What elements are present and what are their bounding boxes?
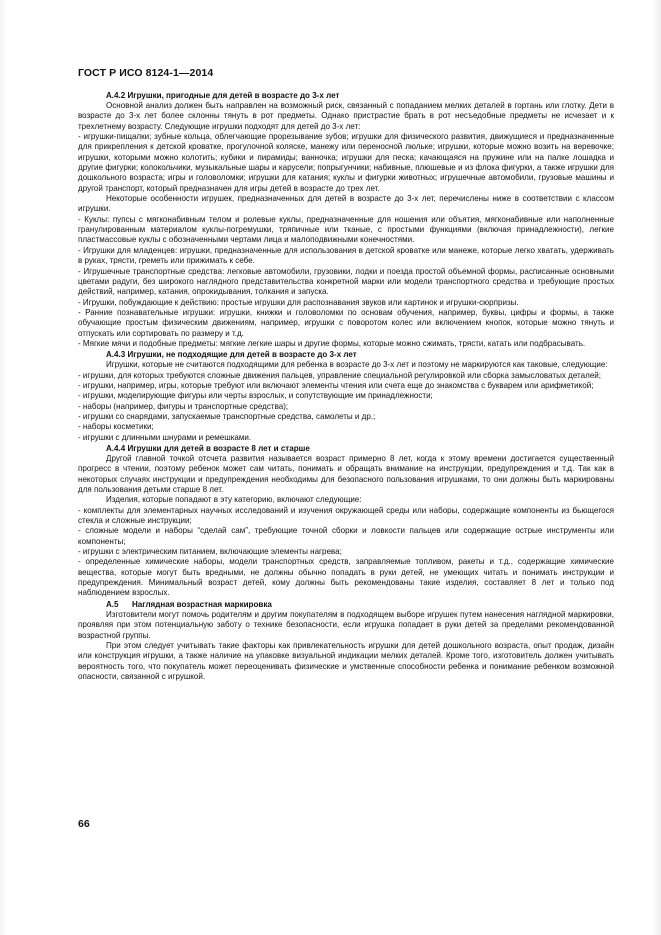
body-paragraph: При этом следует учитывать такие факторы как привлекательность игрушки для детей дошкольного возраста, опыт продаж, дизайн или конструкция игрушки, а также наличие на упаковке визуальной индикации мелких деталей. Кроме того, изготовитель должен учитывать вероятность того, что покупатель может переоценивать физические и умственные способности ребенка и понимание ребенком возможной опасности, связанной с игрушкой. <box>78 640 614 681</box>
section-heading <box>78 90 614 101</box>
section-number: А.5 <box>106 599 119 609</box>
document-body <box>78 90 614 682</box>
body-paragraph: Игрушки, которые не считаются подходящими для ребенка в возрасте до 3-х лет и поэтому не маркируются как таковые, следующие: <box>106 360 608 370</box>
list-item: - комплекты для элементарных научных исследований и изучения окружающей среды или наборы, содержащие компоненты из бьющегося стекла и сложные инструкции; <box>78 505 614 526</box>
list-item: - игрушки, для которых требуются сложные движения пальцев, управление специальной регулировкой или сборка замысловатых деталей; <box>78 370 602 380</box>
list-item: - игрушки-пищалки; зубные кольца, облегчающие прорезывание зубов; игрушки для физического развития, движущиеся и предназначенные для прикрепления к детской кроватке, прогулочной коляске, манежу или переносной люльке; игрушки, которые можно возить на веревочке; игрушки, которыми можно колотить; кубики и пирамиды; ванночка; игрушки для песка; качающаяся на пружине или на палке лошадка и другие фигурки; колокольчики, музыкальные шары и карусели; попрыгунчики; набивные, плюшевые и из флока фигурки, а также игрушки для дошкольного возраста; игры и головоломки; игрушки для катания; куклы и фигурки животных; игрушечные автомобили, грузовые машины и другой транспорт, который предназначен для игры детей в возрасте до трех лет. <box>78 132 614 193</box>
section-heading <box>78 443 614 454</box>
list-item: - Мягкие мячи и подобные предметы: мягкие легкие шары и другие формы, которые можно сжимать, трясти, катать или подбрасывать. <box>78 338 586 348</box>
section-title: Наглядная возрастная маркировка <box>132 599 272 609</box>
list-item: - Игрушки, побуждающие к действию: простые игрушки для распознавания звуков или картинок и игрушки-сюрпризы. <box>78 297 519 307</box>
list-item: - сложные модели и наборы “сделай сам”, требующие точной сборки и ловкости пальцев или содержащие острые инструменты или компоненты; <box>78 526 614 546</box>
list-item: - игрушки, моделирующие фигуры или черты взрослых, и сопутствующие им принадлежности; <box>78 391 433 401</box>
page-number: 66 <box>78 818 90 830</box>
body-paragraph: Некоторые особенности игрушек, предназначенных для детей в возрасте до 3-х лет, перечислены ниже в соответствии с классом игрушки. <box>78 194 614 214</box>
section-heading <box>78 599 614 610</box>
list-item: - наборы (например, фигуры и транспортные средства); <box>78 401 289 411</box>
body-paragraph: Другой главной точкой отсчета развития называется возраст примерно 8 лет, когда к этому времени достигается существенный прогресс в чтении, поэтому ребенок может сам читать, понимать и обращать внимание на инструкции, предупреждения и т.д. Так как в некоторых случаях инструкции и предупреждения необходимы для безопасного пользования игрушками, то они должны быть маркированы для пользования детьми старше 8 лет. <box>78 454 614 495</box>
list-item: - игрушки с электрическим питанием, включающие элементы нагрева; <box>78 547 342 557</box>
list-item: - определенные химические наборы, модели транспортных средств, заправляемые топливом, ракеты и т.д., содержащие химические вещества, которые могут быть вредными, не должны обычно попадать в руки детей, не умеющих читать и понимать инструкции и предупреждения. Минимальный возраст детей, кому должны быть рекомендованы такие изделия, составляет 8 лет и только под наблюдением взрослых. <box>78 557 614 598</box>
body-paragraph: Изделия, которые попадают в эту категорию, включают следующие: <box>106 495 362 505</box>
list-item: - игрушки со снарядами, запускаемые транспортные средства, самолеты и др.; <box>78 411 376 421</box>
section-heading <box>78 349 614 360</box>
body-paragraph: Изготовители могут помочь родителям и другим покупателям в подходящем выборе игрушек путем нанесения наглядной маркировки, проявляя при этом потенциальную заботу о технике безопасности, если игрушка попадает в руки детей за пределами рекомендованной возрастной группы. <box>78 609 614 640</box>
section-title: А.4.4 Игрушки для детей в возрасте 8 лет и старше <box>106 444 310 453</box>
section-title: А.4.2 Игрушки, пригодные для детей в возрасте до 3-х лет <box>106 91 340 100</box>
list-item: - Игрушечные транспортные средства: легковые автомобили, грузовики, лодки и поезда простой объемной формы, расписанные основными цветами радуги, без широкого наглядного представительства конкретной марки или модели транспортного средства и требующие простых действий, например, катания, опрокидывания, толкания и запуска. <box>78 266 614 297</box>
body-paragraph: Основной анализ должен быть направлен на возможный риск, связанный с попаданием мелких деталей в гортань или глотку. Дети в возрасте до 3-х лет более склонны тянуть в рот предметы. Однако пристрастие брать в рот несъедобные предметы не исчезает и к трехлетнему возрасту. Следующие игрушки подходят для детей до 3-х лет: <box>78 101 614 131</box>
list-item: - наборы косметики; <box>78 422 154 432</box>
document-header: ГОСТ Р ИСО 8124-1—2014 <box>78 67 214 79</box>
section-title: А.4.3 Игрушки, не подходящие для детей в возрасте до 3-х лет <box>106 350 357 360</box>
list-item: - Куклы: пупсы с мягконабивным телом и ролевые куклы, предназначенные для ношения или объятия, мягконабивные или наполненные гранулированным материалом куклы-погремушки, тряпичные или тканые, с простыми функциями (включая принадлежности), легкие пластмассовые куклы с обозначенными чертами лица и малоподвижными конечностями. <box>78 214 614 245</box>
list-item: - игрушки, например, игры, которые требуют или включают элементы чтения или счета еще до знакомства с букварем или арифметикой; <box>78 380 594 390</box>
list-item: - игрушки с длинными шнурами и ремешками. <box>78 432 252 442</box>
list-item: - Игрушки для младенцев: игрушки, предназначенные для использования в детской кроватке или манеже, которые легко хватать, удерживать в руках, трясти, греметь или прижимать к себе. <box>78 245 614 266</box>
list-item: - Ранние познавательные игрушки: игрушки, книжки и головоломки по основам обучения, например, буквы, цифры и формы, а также обучающие простым физическим движениям, например, игрушки с поворотом колес или включением кнопок, которые можно тянуть и отпускать или сортировать по размеру и т.д. <box>78 307 614 338</box>
